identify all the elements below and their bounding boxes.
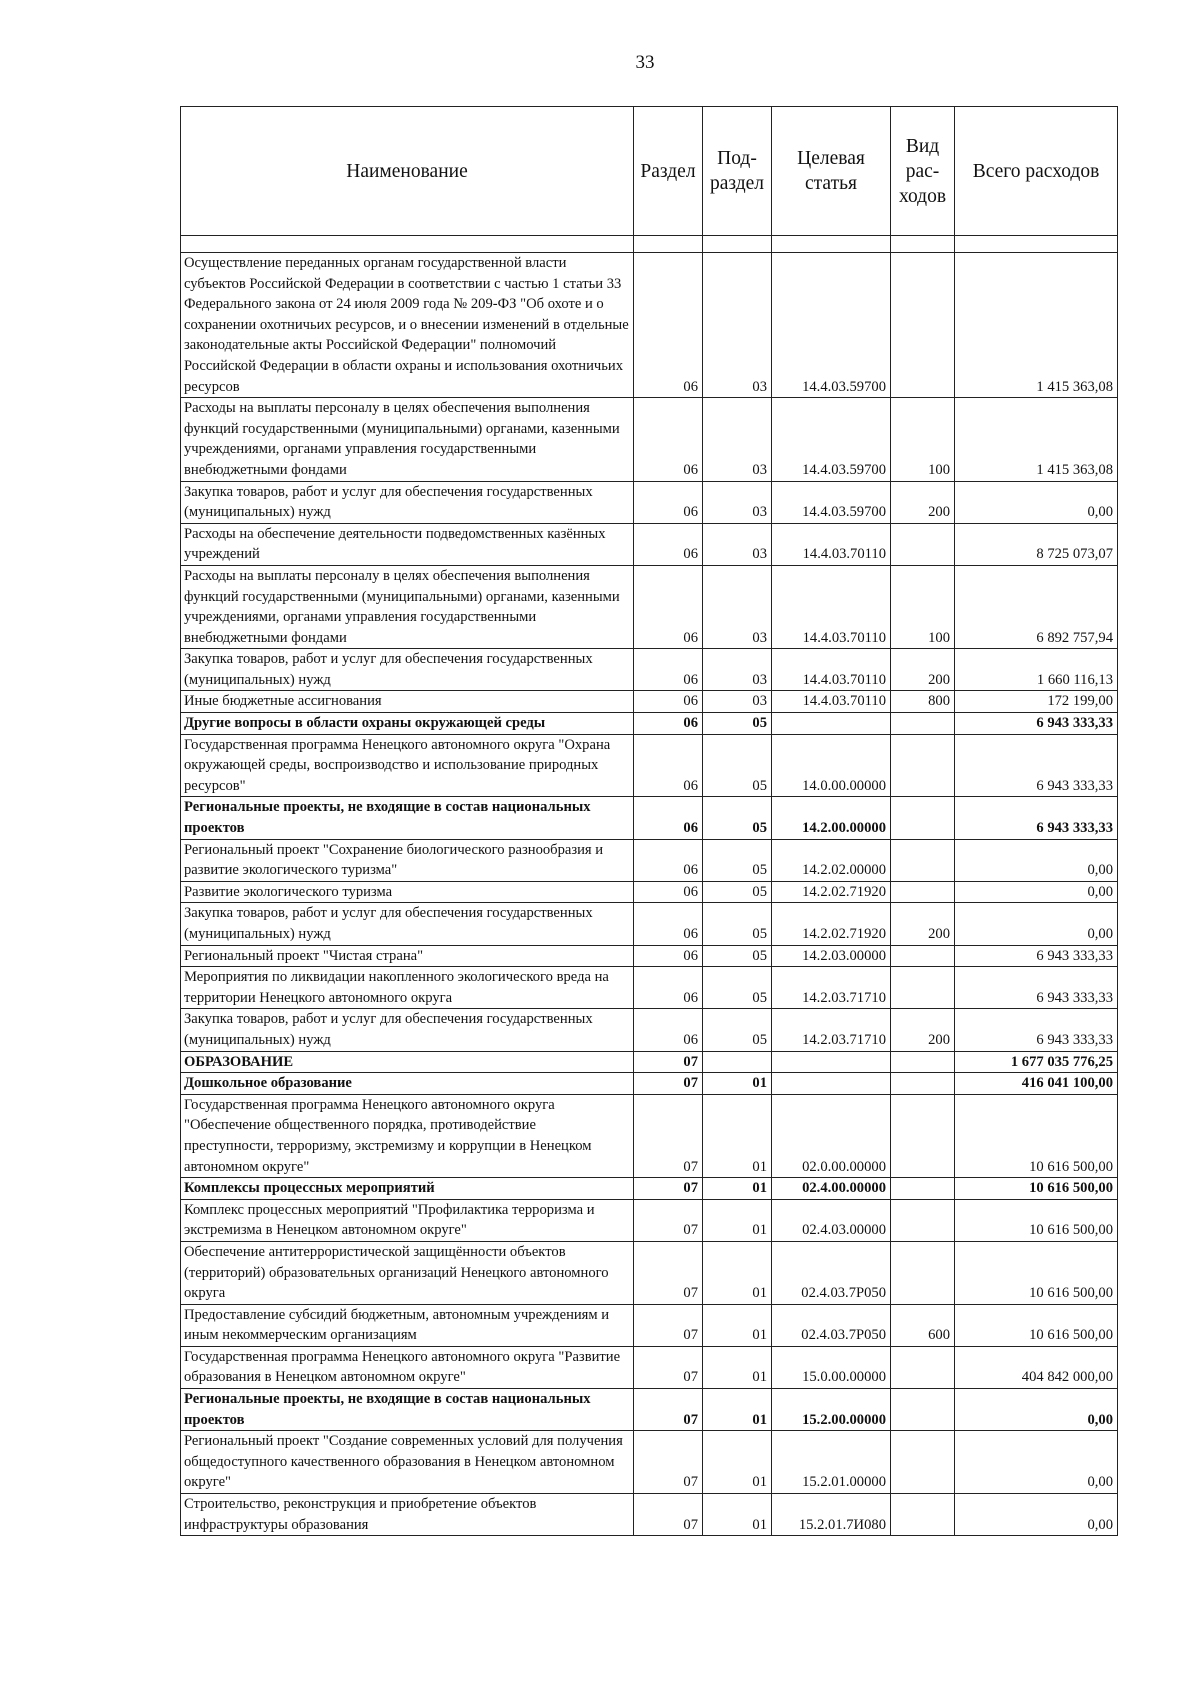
cell-total: 0,00 — [955, 903, 1118, 945]
table-row — [181, 1389, 1118, 1431]
cell-total: 10 616 500,00 — [955, 1199, 1118, 1241]
cell-target: 14.0.00.00000 — [772, 734, 891, 797]
cell-subsection: 05 — [703, 967, 772, 1009]
cell-kind — [891, 1051, 955, 1073]
cell-subsection: 05 — [703, 881, 772, 903]
cell-name: Мероприятия по ликвидации накопленного экологического вреда на территории Ненецкого автономного округа — [181, 967, 634, 1009]
cell-target: 14.4.03.70110 — [772, 691, 891, 713]
cell-name: Расходы на выплаты персоналу в целях обеспечения выполнения функций государственными (муниципальными) органами, казенными учреждениями, органами управления государственными внебюджетными фондами — [181, 565, 634, 648]
cell-name: Закупка товаров, работ и услуг для обеспечения государственных (муниципальных) нужд — [181, 649, 634, 691]
cell-subsection: 03 — [703, 691, 772, 713]
cell-kind — [891, 1178, 955, 1200]
cell-name: Осуществление переданных органам государственной власти субъектов Российской Федерации в соответствии с частью 1 статьи 33 Федерального закона от 24 июля 2009 года № 209-ФЗ "Об охоте и о сохранении охотничьих ресурсов, и о внесении изменений в отдельные законодательные акты Российской Федерации" полномочий Российской Федерации в области охраны и использования охотничьих ресурсов — [181, 253, 634, 398]
cell-total: 404 842 000,00 — [955, 1346, 1118, 1388]
cell-total: 0,00 — [955, 881, 1118, 903]
cell-total: 0,00 — [955, 481, 1118, 523]
cell-subsection: 05 — [703, 903, 772, 945]
cell-kind: 100 — [891, 398, 955, 481]
cell-kind — [891, 253, 955, 398]
table-row — [181, 1094, 1118, 1177]
cell-name: Региональный проект "Сохранение биологического разнообразия и развитие экологического туризма" — [181, 839, 634, 881]
cell-subsection — [703, 1051, 772, 1073]
table-row — [181, 1241, 1118, 1304]
cell-name: Региональный проект "Чистая страна" — [181, 945, 634, 967]
cell-subsection: 03 — [703, 523, 772, 565]
table-row — [181, 881, 1118, 903]
cell-subsection: 01 — [703, 1304, 772, 1346]
cell-kind — [891, 1346, 955, 1388]
cell-target — [772, 1051, 891, 1073]
cell-total: 6 943 333,33 — [955, 797, 1118, 839]
table-row — [181, 1199, 1118, 1241]
cell-total: 1 415 363,08 — [955, 398, 1118, 481]
cell-name: Обеспечение антитеррористической защищённости объектов (территорий) образовательных организаций Ненецкого автономного округа — [181, 1241, 634, 1304]
cell-name: Региональные проекты, не входящие в состав национальных проектов — [181, 1389, 634, 1431]
cell-subsection: 01 — [703, 1073, 772, 1095]
table-row — [181, 903, 1118, 945]
cell-name: Строительство, реконструкция и приобретение объектов инфраструктуры образования — [181, 1494, 634, 1536]
header-target: Целевая статья — [772, 107, 891, 236]
table-row — [181, 734, 1118, 797]
cell-target: 14.4.03.70110 — [772, 649, 891, 691]
cell-total: 6 943 333,33 — [955, 967, 1118, 1009]
cell-kind — [891, 1431, 955, 1494]
cell-kind: 600 — [891, 1304, 955, 1346]
cell-subsection: 03 — [703, 398, 772, 481]
cell-subsection: 01 — [703, 1494, 772, 1536]
cell-total: 0,00 — [955, 839, 1118, 881]
table-row — [181, 1178, 1118, 1200]
cell-section: 06 — [634, 881, 703, 903]
cell-target: 15.2.01.7И080 — [772, 1494, 891, 1536]
cell-name: Закупка товаров, работ и услуг для обеспечения государственных (муниципальных) нужд — [181, 1009, 634, 1051]
cell-kind — [891, 523, 955, 565]
cell-section: 06 — [634, 1009, 703, 1051]
cell-name: Комплексы процессных мероприятий — [181, 1178, 634, 1200]
table-row — [181, 691, 1118, 713]
cell-name: Развитие экологического туризма — [181, 881, 634, 903]
cell-total: 0,00 — [955, 1431, 1118, 1494]
cell-subsection: 03 — [703, 253, 772, 398]
cell-section: 06 — [634, 713, 703, 735]
cell-section: 06 — [634, 967, 703, 1009]
table-row — [181, 1073, 1118, 1095]
cell-target: 15.0.00.00000 — [772, 1346, 891, 1388]
cell-section: 06 — [634, 734, 703, 797]
cell-target: 14.4.03.59700 — [772, 253, 891, 398]
table-row — [181, 1051, 1118, 1073]
cell-kind — [891, 1389, 955, 1431]
cell-section: 06 — [634, 523, 703, 565]
table-row — [181, 1346, 1118, 1388]
cell-name: Региональные проекты, не входящие в состав национальных проектов — [181, 797, 634, 839]
table-row — [181, 797, 1118, 839]
cell-subsection: 05 — [703, 839, 772, 881]
cell-section: 06 — [634, 398, 703, 481]
cell-target: 15.2.01.00000 — [772, 1431, 891, 1494]
table-row — [181, 481, 1118, 523]
budget-table — [180, 106, 1118, 1536]
cell-target: 14.4.03.70110 — [772, 565, 891, 648]
cell-subsection: 03 — [703, 565, 772, 648]
cell-subsection: 01 — [703, 1178, 772, 1200]
cell-name: Предоставление субсидий бюджетным, автономным учреждениям и иным некоммерческим организациям — [181, 1304, 634, 1346]
cell-name: Дошкольное образование — [181, 1073, 634, 1095]
cell-total: 6 943 333,33 — [955, 713, 1118, 735]
cell-section: 06 — [634, 253, 703, 398]
cell-total: 172 199,00 — [955, 691, 1118, 713]
cell-total: 10 616 500,00 — [955, 1094, 1118, 1177]
cell-total: 6 943 333,33 — [955, 1009, 1118, 1051]
cell-section: 06 — [634, 839, 703, 881]
cell-subsection: 01 — [703, 1199, 772, 1241]
cell-kind: 200 — [891, 1009, 955, 1051]
cell-kind — [891, 713, 955, 735]
cell-target: 14.2.02.00000 — [772, 839, 891, 881]
cell-name: ОБРАЗОВАНИЕ — [181, 1051, 634, 1073]
cell-section: 06 — [634, 797, 703, 839]
cell-target: 02.4.03.7Р050 — [772, 1304, 891, 1346]
cell-target: 14.2.03.71710 — [772, 1009, 891, 1051]
cell-section: 07 — [634, 1494, 703, 1536]
header-subsection: Под- раздел — [703, 107, 772, 236]
table-row — [181, 1009, 1118, 1051]
cell-name: Комплекс процессных мероприятий "Профилактика терроризма и экстремизма в Ненецком автономном округе" — [181, 1199, 634, 1241]
table-row — [181, 1431, 1118, 1494]
cell-section: 07 — [634, 1073, 703, 1095]
cell-name: Государственная программа Ненецкого автономного округа "Обеспечение общественного порядка, противодействие преступности, терроризму, экстремизму и коррупции в Ненецком автономном округе" — [181, 1094, 634, 1177]
cell-subsection: 03 — [703, 481, 772, 523]
table-row — [181, 1494, 1118, 1536]
cell-subsection: 03 — [703, 649, 772, 691]
cell-total: 10 616 500,00 — [955, 1304, 1118, 1346]
cell-kind — [891, 1094, 955, 1177]
header-name: Наименование — [181, 107, 634, 236]
cell-section: 07 — [634, 1051, 703, 1073]
cell-total: 1 415 363,08 — [955, 253, 1118, 398]
table-row — [181, 523, 1118, 565]
cell-target: 02.4.03.00000 — [772, 1199, 891, 1241]
cell-subsection: 01 — [703, 1346, 772, 1388]
cell-target: 14.2.03.00000 — [772, 945, 891, 967]
cell-kind: 100 — [891, 565, 955, 648]
cell-kind — [891, 881, 955, 903]
cell-kind — [891, 1241, 955, 1304]
cell-target: 15.2.00.00000 — [772, 1389, 891, 1431]
header-total: Всего расходов — [955, 107, 1118, 236]
cell-total: 1 677 035 776,25 — [955, 1051, 1118, 1073]
cell-name: Расходы на выплаты персоналу в целях обеспечения выполнения функций государственными (муниципальными) органами, казенными учреждениями, органами управления государственными внебюджетными фондами — [181, 398, 634, 481]
cell-kind — [891, 1494, 955, 1536]
cell-name: Закупка товаров, работ и услуг для обеспечения государственных (муниципальных) нужд — [181, 481, 634, 523]
cell-kind — [891, 1073, 955, 1095]
cell-section: 06 — [634, 903, 703, 945]
cell-target: 02.4.00.00000 — [772, 1178, 891, 1200]
cell-section: 07 — [634, 1389, 703, 1431]
cell-section: 06 — [634, 691, 703, 713]
cell-target: 14.4.03.59700 — [772, 481, 891, 523]
table-row — [181, 1304, 1118, 1346]
header-kind: Вид рас- ходов — [891, 107, 955, 236]
cell-subsection: 05 — [703, 734, 772, 797]
cell-kind: 800 — [891, 691, 955, 713]
cell-subsection: 05 — [703, 713, 772, 735]
cell-kind — [891, 797, 955, 839]
spacer-row — [181, 236, 1118, 253]
cell-target: 14.2.02.71920 — [772, 881, 891, 903]
cell-total: 6 892 757,94 — [955, 565, 1118, 648]
cell-subsection: 05 — [703, 945, 772, 967]
table-row — [181, 839, 1118, 881]
cell-target — [772, 713, 891, 735]
cell-total: 10 616 500,00 — [955, 1241, 1118, 1304]
header-section: Раздел — [634, 107, 703, 236]
cell-name: Закупка товаров, работ и услуг для обеспечения государственных (муниципальных) нужд — [181, 903, 634, 945]
cell-total: 0,00 — [955, 1389, 1118, 1431]
cell-name: Другие вопросы в области охраны окружающей среды — [181, 713, 634, 735]
cell-kind: 200 — [891, 903, 955, 945]
cell-section: 07 — [634, 1346, 703, 1388]
cell-section: 06 — [634, 565, 703, 648]
cell-kind — [891, 734, 955, 797]
table-row — [181, 713, 1118, 735]
cell-subsection: 01 — [703, 1431, 772, 1494]
cell-total: 1 660 116,13 — [955, 649, 1118, 691]
cell-target: 02.0.00.00000 — [772, 1094, 891, 1177]
cell-target: 14.2.03.71710 — [772, 967, 891, 1009]
table-row — [181, 945, 1118, 967]
table-row — [181, 398, 1118, 481]
cell-kind — [891, 839, 955, 881]
table-row — [181, 649, 1118, 691]
cell-total: 0,00 — [955, 1494, 1118, 1536]
cell-section: 07 — [634, 1431, 703, 1494]
cell-target: 14.2.02.71920 — [772, 903, 891, 945]
cell-name: Иные бюджетные ассигнования — [181, 691, 634, 713]
cell-section: 07 — [634, 1094, 703, 1177]
cell-name: Государственная программа Ненецкого автономного округа "Развитие образования в Ненецком автономном округе" — [181, 1346, 634, 1388]
cell-total: 416 041 100,00 — [955, 1073, 1118, 1095]
cell-section: 07 — [634, 1178, 703, 1200]
cell-kind: 200 — [891, 649, 955, 691]
table-header-row — [181, 107, 1118, 236]
cell-section: 07 — [634, 1241, 703, 1304]
cell-section: 06 — [634, 649, 703, 691]
cell-name: Государственная программа Ненецкого автономного округа "Охрана окружающей среды, воспроизводство и использование природных ресурсов" — [181, 734, 634, 797]
cell-total: 10 616 500,00 — [955, 1178, 1118, 1200]
cell-target: 02.4.03.7Р050 — [772, 1241, 891, 1304]
cell-subsection: 05 — [703, 1009, 772, 1051]
cell-subsection: 01 — [703, 1241, 772, 1304]
cell-kind — [891, 945, 955, 967]
cell-subsection: 05 — [703, 797, 772, 839]
cell-kind — [891, 967, 955, 1009]
cell-subsection: 01 — [703, 1389, 772, 1431]
cell-section: 06 — [634, 945, 703, 967]
table-row — [181, 253, 1118, 398]
cell-target: 14.2.00.00000 — [772, 797, 891, 839]
table-row — [181, 565, 1118, 648]
cell-subsection: 01 — [703, 1094, 772, 1177]
cell-section: 07 — [634, 1304, 703, 1346]
table-row — [181, 967, 1118, 1009]
page-number: 33 — [635, 52, 655, 73]
cell-target: 14.4.03.59700 — [772, 398, 891, 481]
cell-kind — [891, 1199, 955, 1241]
cell-name: Расходы на обеспечение деятельности подведомственных казённых учреждений — [181, 523, 634, 565]
cell-target: 14.4.03.70110 — [772, 523, 891, 565]
cell-section: 06 — [634, 481, 703, 523]
cell-section: 07 — [634, 1199, 703, 1241]
cell-total: 6 943 333,33 — [955, 734, 1118, 797]
cell-total: 6 943 333,33 — [955, 945, 1118, 967]
cell-name: Региональный проект "Создание современных условий для получения общедоступного качественного образования в Ненецком автономном округе" — [181, 1431, 634, 1494]
cell-target — [772, 1073, 891, 1095]
cell-kind: 200 — [891, 481, 955, 523]
cell-total: 8 725 073,07 — [955, 523, 1118, 565]
